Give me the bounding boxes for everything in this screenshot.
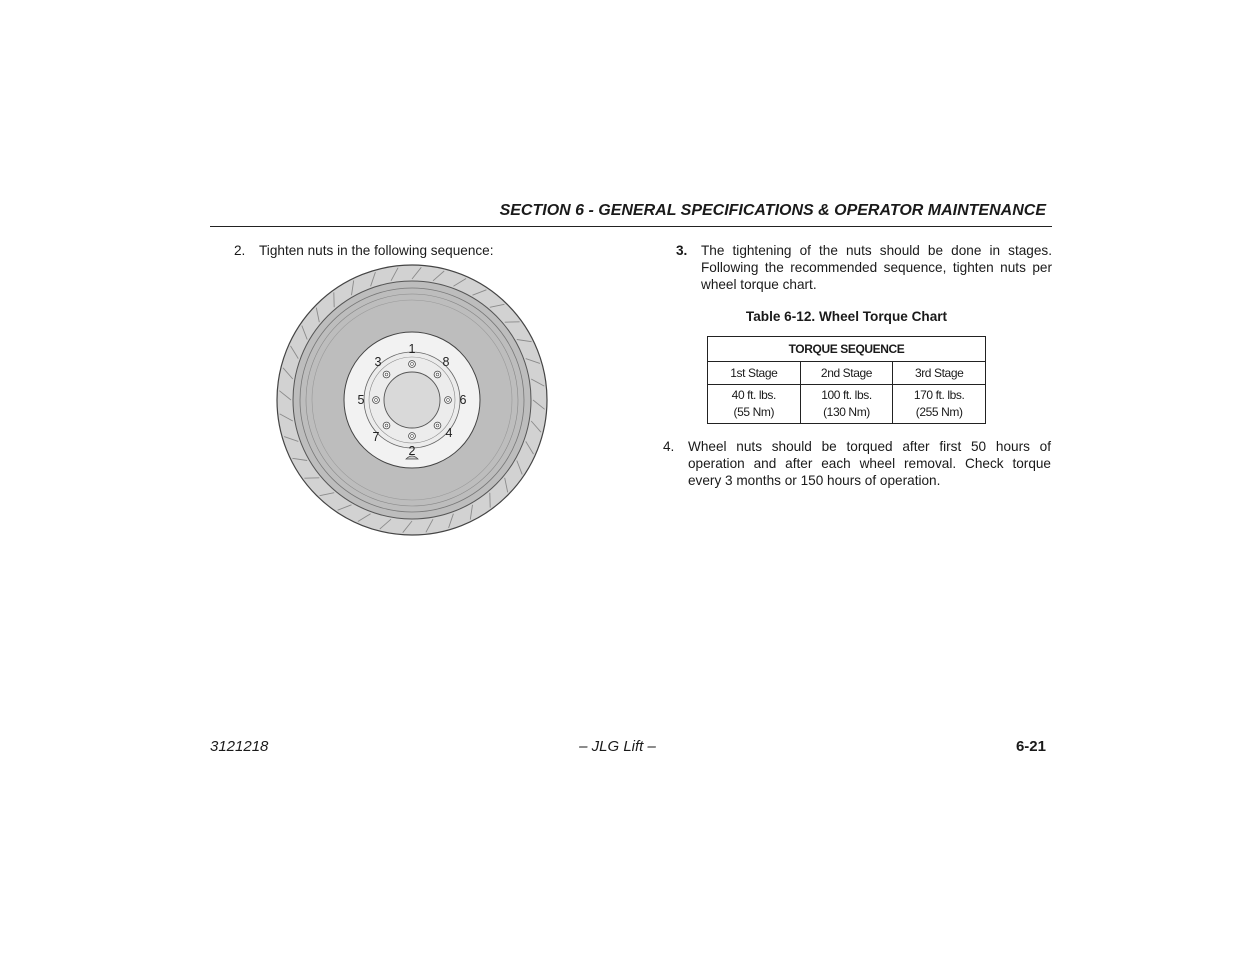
wheel-nut-sequence-figure — [275, 263, 549, 537]
table-caption: Table 6-12. Wheel Torque Chart — [745, 309, 948, 324]
step-3-text: The tightening of the nuts should be done in stages. Following the recommended sequence, tighten nuts per wheel torque chart. — [701, 243, 1052, 292]
step-4-number: 4. — [663, 439, 675, 454]
lug-nut — [409, 433, 416, 440]
lug-nut — [383, 422, 390, 429]
stage-2-header: 2nd Stage — [800, 362, 893, 385]
lug-nut — [434, 371, 441, 378]
lug-nut — [409, 361, 416, 368]
nut-label-8: 8 — [442, 355, 450, 369]
stage-3-metric: (255 Nm) — [915, 405, 963, 419]
stage-1-metric: (55 Nm) — [733, 405, 775, 419]
section-title: SECTION 6 - GENERAL SPECIFICATIONS & OPERATOR MAINTENANCE — [499, 202, 1046, 219]
stage-1-value — [708, 385, 801, 424]
step-2-text: Tighten nuts in the following sequence: — [259, 243, 494, 258]
lug-nut — [434, 422, 441, 429]
nut-label-2: 2 — [408, 444, 416, 458]
nut-label-3: 3 — [374, 355, 382, 369]
step-3-number: 3. — [676, 243, 688, 258]
nut-label-5: 5 — [357, 393, 365, 407]
stage-2-imperial: 100 ft. lbs. — [821, 388, 872, 402]
footer-brand: – JLG Lift – — [579, 738, 656, 755]
lug-nut — [373, 397, 380, 404]
step-2-number: 2. — [234, 243, 246, 258]
wheel-torque-table — [707, 336, 986, 424]
stage-2-metric: (130 Nm) — [823, 405, 870, 419]
stage-3-header: 3rd Stage — [893, 362, 986, 385]
stage-3-imperial: 170 ft. lbs. — [913, 388, 965, 402]
lug-nut — [445, 397, 452, 404]
step-4-text: Wheel nuts should be torqued after first 50 hours of operation and after each wheel removal. Check torque every 3 months or 150 hours of operation. — [688, 439, 1051, 488]
table-header: TORQUE SEQUENCE — [708, 337, 986, 362]
document-number: 3121218 — [210, 738, 269, 755]
page-number: 6-21 — [1015, 738, 1046, 755]
nut-label-4: 4 — [445, 426, 453, 440]
stage-2-value — [800, 385, 893, 424]
lug-nut — [383, 371, 390, 378]
nut-label-6: 6 — [459, 393, 467, 407]
stage-1-imperial: 40 ft. lbs. — [731, 388, 776, 402]
header-rule — [210, 226, 1052, 227]
stage-3-value — [893, 385, 986, 424]
stage-1-header: 1st Stage — [708, 362, 801, 385]
nut-label-1: 1 — [408, 342, 416, 356]
nut-label-7: 7 — [372, 430, 380, 444]
